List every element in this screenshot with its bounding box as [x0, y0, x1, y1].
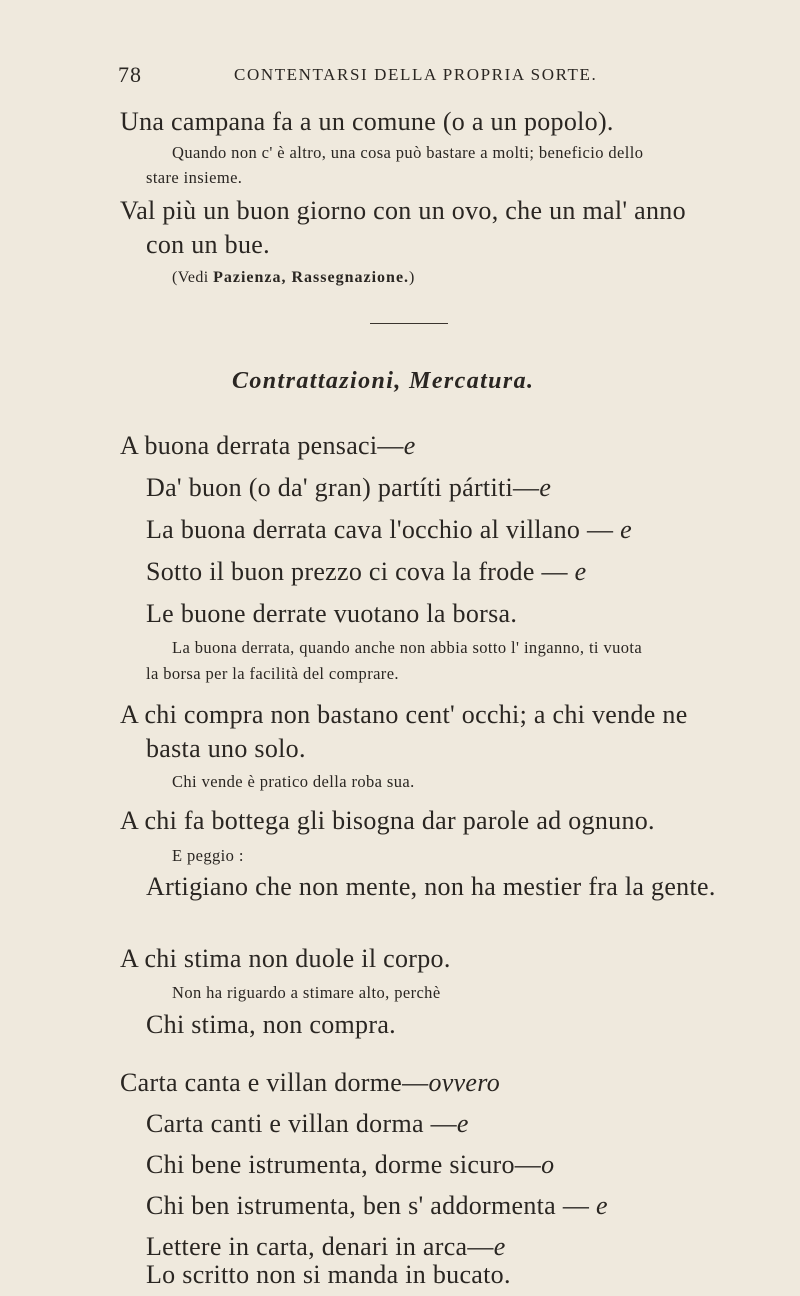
proverb-text: Sotto il buon prezzo ci cova la frode — [146, 557, 535, 586]
proverb-line — [146, 473, 551, 503]
dash: — — [514, 1150, 542, 1179]
page-number: 78 — [118, 62, 142, 87]
explanation-note: La buona derrata, quando anche non abbia sotto l' inganno, ti vuota — [172, 638, 643, 657]
section-title: Contrattazioni, Mercatura. — [232, 368, 535, 394]
explanation-note: Non ha riguardo a stimare alto, perchè — [172, 983, 441, 1002]
variant-conjunction: e — [493, 1232, 506, 1261]
proverb-line: Lo scritto non si manda in bucato. — [146, 1260, 511, 1289]
variant-conjunction: e — [539, 473, 552, 502]
proverb-line: A chi compra non bastano cent' occhi; a chi vende ne — [120, 700, 688, 729]
dash: — — [513, 473, 540, 502]
cross-reference — [172, 269, 415, 287]
proverb-text: La buona derrata cava l'occhio al villano — [146, 515, 581, 544]
proverb-line — [146, 1109, 469, 1139]
dash: — — [423, 1109, 457, 1138]
proverb-line — [146, 557, 586, 587]
proverb-text: Carta canta e villan dorme — [120, 1068, 403, 1097]
explanation-note: E peggio : — [172, 846, 244, 865]
explanation-note: la borsa per la facilità del comprare. — [146, 664, 399, 683]
dash: — — [580, 515, 621, 544]
section-divider — [370, 323, 448, 324]
variant-conjunction: e — [620, 515, 632, 544]
proverb-line: basta uno solo. — [146, 734, 306, 763]
proverb-line: Val più un buon giorno con un ovo, che un mal' anno — [120, 196, 686, 225]
explanation-note: stare insieme. — [146, 168, 243, 187]
proverb-line: con un bue. — [146, 230, 270, 259]
cross-reference-topics: Pazienza, Rassegnazione. — [213, 269, 410, 286]
proverb-line — [146, 1150, 554, 1180]
proverb-line: A chi fa bottega gli bisogna dar parole ad ognuno. — [120, 806, 655, 835]
explanation-note: Quando non c' è altro, una cosa può bastare a molti; beneficio dello — [172, 143, 644, 162]
proverb-line: Artigiano che non mente, non ha mestier fra la gente. — [146, 872, 716, 901]
proverb-line: A chi stima non duole il corpo. — [120, 944, 451, 973]
running-head: CONTENTARSI DELLA PROPRIA SORTE. — [234, 65, 598, 84]
variant-conjunction: e — [574, 557, 587, 586]
dash: — — [467, 1232, 494, 1261]
page-header — [118, 62, 758, 92]
proverb-line — [120, 1068, 500, 1098]
explanation-note: Chi vende è pratico della roba sua. — [172, 772, 415, 791]
variant-conjunction: e — [403, 431, 416, 460]
proverb-text: Lettere in carta, denari in arca — [146, 1232, 468, 1261]
proverb-text: Chi bene istrumenta, dorme sicuro — [146, 1150, 515, 1179]
proverb-text: Carta canti e villan dorma — [146, 1109, 424, 1138]
proverb-line — [120, 431, 416, 461]
proverb-line: Una campana fa a un comune (o a un popolo). — [120, 107, 614, 136]
dash: — — [556, 1191, 596, 1220]
proverb-line: Chi stima, non compra. — [146, 1010, 396, 1039]
proverb-line — [146, 1232, 506, 1262]
dash: — — [377, 431, 404, 460]
variant-conjunction: e — [595, 1191, 608, 1220]
proverb-line: Le buone derrate vuotano la borsa. — [146, 599, 518, 628]
proverb-line — [146, 1191, 608, 1221]
dash: — — [402, 1068, 429, 1097]
variant-conjunction: o — [541, 1150, 555, 1179]
proverb-text: Chi ben istrumenta, ben s' addormenta — [146, 1191, 557, 1220]
cross-reference-prefix: (Vedi — [172, 269, 214, 286]
proverb-line — [146, 515, 632, 545]
proverb-text: A buona derrata pensaci — [120, 431, 378, 460]
variant-conjunction: ovvero — [428, 1068, 501, 1097]
cross-reference-suffix: ) — [409, 269, 415, 286]
dash: — — [534, 557, 575, 586]
proverb-text: Da' buon (o da' gran) partíti pártiti — [146, 473, 514, 502]
variant-conjunction: e — [456, 1109, 469, 1138]
